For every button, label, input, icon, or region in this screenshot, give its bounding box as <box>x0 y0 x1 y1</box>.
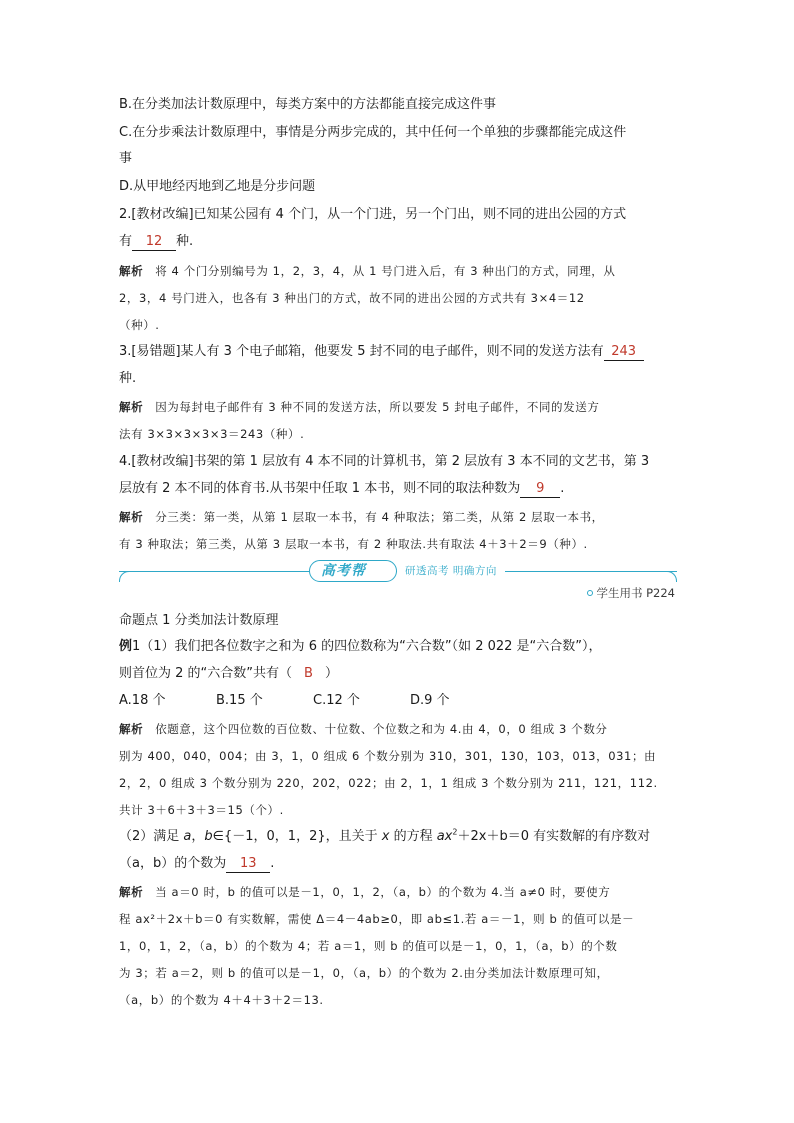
q3-answer: 243 <box>604 344 644 361</box>
ex1-solution-line2: 别为 400，040，004；由 3，1，0 组成 6 个数分别为 310，301，130，103，013，031；由 <box>119 749 657 763</box>
option-b-text: B.在分类加法计数原理中，每类方案中的方法都能直接完成这件事 <box>119 97 497 112</box>
ex1-part1-answer: B <box>304 666 313 681</box>
q2-solution-line2: 2，3，4 号门进入，也各有 3 种出门的方式，故不同的进出公园的方式共有 3×4＝12 <box>119 291 585 305</box>
q4-stem-answer-line <box>119 480 564 498</box>
ex1-part1-close: ） <box>324 666 338 681</box>
q3-stem <box>119 343 644 361</box>
q4-solution-text: 分三类：第一类，从第 1 层取一本书，有 4 种取法；第二类，从第 2 层取一本书， <box>155 510 604 524</box>
banner-curve-right <box>664 571 677 582</box>
ex1-part2-solution-line4: 为 3；若 a＝2，则 b 的值可以是－1，0，（a，b）的个数为 2.由分类加法计数原理可知， <box>119 966 609 980</box>
ex1-part2-solution-text: 当 a＝0 时，b 的值可以是－1，0，1，2，（a，b）的个数为 4.当 a≠0 时，要使方 <box>155 885 611 899</box>
q2-solution-line3: （种）. <box>119 318 160 332</box>
example-label: 例 <box>119 639 133 654</box>
ex1-solution-line1 <box>119 720 608 738</box>
exponent: 2 <box>452 827 458 837</box>
banner-curve-left <box>119 571 132 582</box>
term-ax: ax <box>436 829 453 844</box>
banner-title: 高考帮 <box>317 562 370 580</box>
ex1-part2-solution-line3: 1，0，1，2，（a，b）的个数为 4；若 a＝1，则 b 的值可以是－1，0，1，（a，b）的个数 <box>119 939 618 953</box>
q2-solution-line1 <box>119 262 616 280</box>
option-d-text: D.从甲地经丙地到乙地是分步问题 <box>119 179 316 194</box>
q3-solution-line1 <box>119 398 599 416</box>
q3-solution-text: 因为每封电子邮件有 3 种不同的发送方法，所以要发 5 封电子邮件，不同的发送方 <box>155 400 600 414</box>
ex1-solution-text: 依题意，这个四位数的百位数、十位数、个位数之和为 4.由 4，0，0 组成 3 个数分 <box>155 722 608 736</box>
ex1-part2-post: . <box>270 856 275 871</box>
q4-post: . <box>560 481 565 496</box>
ex1-part1-question: 则首位为 2 的“六合数”共有（ <box>119 666 293 681</box>
q4-solution-line1 <box>119 508 604 526</box>
var-a: a <box>183 829 192 844</box>
option-b: B.15 个 <box>216 693 263 708</box>
q4-stem-text: 层放有 2 本不同的体育书.从书架中任取 1 本书，则不同的取法种数为 <box>119 481 521 496</box>
part2-text: ∈{－1，0，1，2}，且关于 <box>212 829 382 844</box>
q4-solution-line2: 有 3 种取法；第三类，从第 3 层取一本书，有 2 种取法.共有取法 4＋3＋2＝9（种）. <box>119 537 588 551</box>
q2-post: 种. <box>176 234 194 249</box>
ex1-part2-answer: 13 <box>226 856 270 873</box>
option-c-text: C.在分步乘法计数原理中，事情是分两步完成的，其中任何一个单独的步骤都能完成这件 <box>119 125 627 140</box>
book-page-reference <box>587 585 675 601</box>
part2-text: （2）满足 <box>119 829 184 844</box>
ex1-part1-line1 <box>119 638 602 656</box>
q4-stem: 4.[教材改编]书架的第 1 层放有 4 本不同的计算机书，第 2 层放有 3 本不同的文艺书，第 3 <box>119 454 650 469</box>
ex1-part2-solution-line1 <box>119 883 610 901</box>
gaokaobang-banner <box>119 560 677 584</box>
q2-stem: 2.[教材改编]已知某公园有 4 个门，从一个门进，另一个门出，则不同的进出公园的方式 <box>119 207 627 222</box>
part2-text: 的方程 <box>389 829 437 844</box>
q2-solution-text: 将 4 个门分别编号为 1，2，3，4，从 1 号门进入后，有 3 种出门的方式，同理，从 <box>155 264 616 278</box>
option-c: C.12 个 <box>313 693 360 708</box>
q4-answer: 9 <box>520 481 560 498</box>
solution-tag: 解析 <box>119 885 144 899</box>
option-c-text-cont: 事 <box>119 151 133 166</box>
ex1-part2-solution-line2: 程 ax²＋2x＋b＝0 有实数解，需使 Δ＝4－4ab≥0，即 ab≤1.若 a＝－1，则 b 的值可以是－ <box>119 912 635 926</box>
ex1-part1-line2 <box>119 665 338 683</box>
ex1-part1-text: 1（1）我们把各位数字之和为 6 的四位数称为“六合数”（如 2 022 是“六合数”）， <box>132 639 602 654</box>
q3-solution-line2: 法有 3×3×3×3×3＝243（种）. <box>119 427 305 441</box>
part2-text: ， <box>191 829 205 844</box>
solution-tag: 解析 <box>119 510 144 524</box>
banner-slogan: 研透高考 明确方向 <box>397 563 505 579</box>
var-b: b <box>204 829 213 844</box>
solution-tag: 解析 <box>119 722 144 736</box>
ex1-part2-question: （a，b）的个数为 <box>119 856 227 871</box>
solution-tag: 解析 <box>119 400 144 414</box>
option-a: A.18 个 <box>119 693 166 708</box>
ex1-part2-line2 <box>119 855 274 873</box>
bullet-circle-icon <box>587 590 593 596</box>
q2-answer: 12 <box>132 234 176 251</box>
q3-stem-cont: 种. <box>119 371 137 386</box>
ex1-options <box>119 692 507 710</box>
part2-text: ＋2x＋b＝0 有实数解的有序数对 <box>457 829 651 844</box>
ex1-part2-line1 <box>119 828 650 846</box>
book-ref-text: 学生用书 P224 <box>596 586 675 600</box>
option-d: D.9 个 <box>410 693 450 708</box>
var-x: x <box>381 829 390 844</box>
ex1-solution-line3: 2，2，0 组成 3 个数分别为 220，202，022；由 2，1，1 组成 3 个数分别为 211，121，112. <box>119 776 658 790</box>
q2-pre: 有 <box>119 234 133 249</box>
ex1-solution-line4: 共计 3＋6＋3＋3＝15（个）. <box>119 803 284 817</box>
q2-stem-answer-line <box>119 233 193 251</box>
q3-stem-text: 3.[易错题]某人有 3 个电子邮箱，他要发 5 封不同的电子邮件，则不同的发送方法有 <box>119 344 604 359</box>
section-heading: 命题点 1 分类加法计数原理 <box>119 613 279 628</box>
solution-tag: 解析 <box>119 264 144 278</box>
ex1-part2-solution-line5: （a，b）的个数为 4＋4＋3＋2＝13. <box>119 993 324 1007</box>
